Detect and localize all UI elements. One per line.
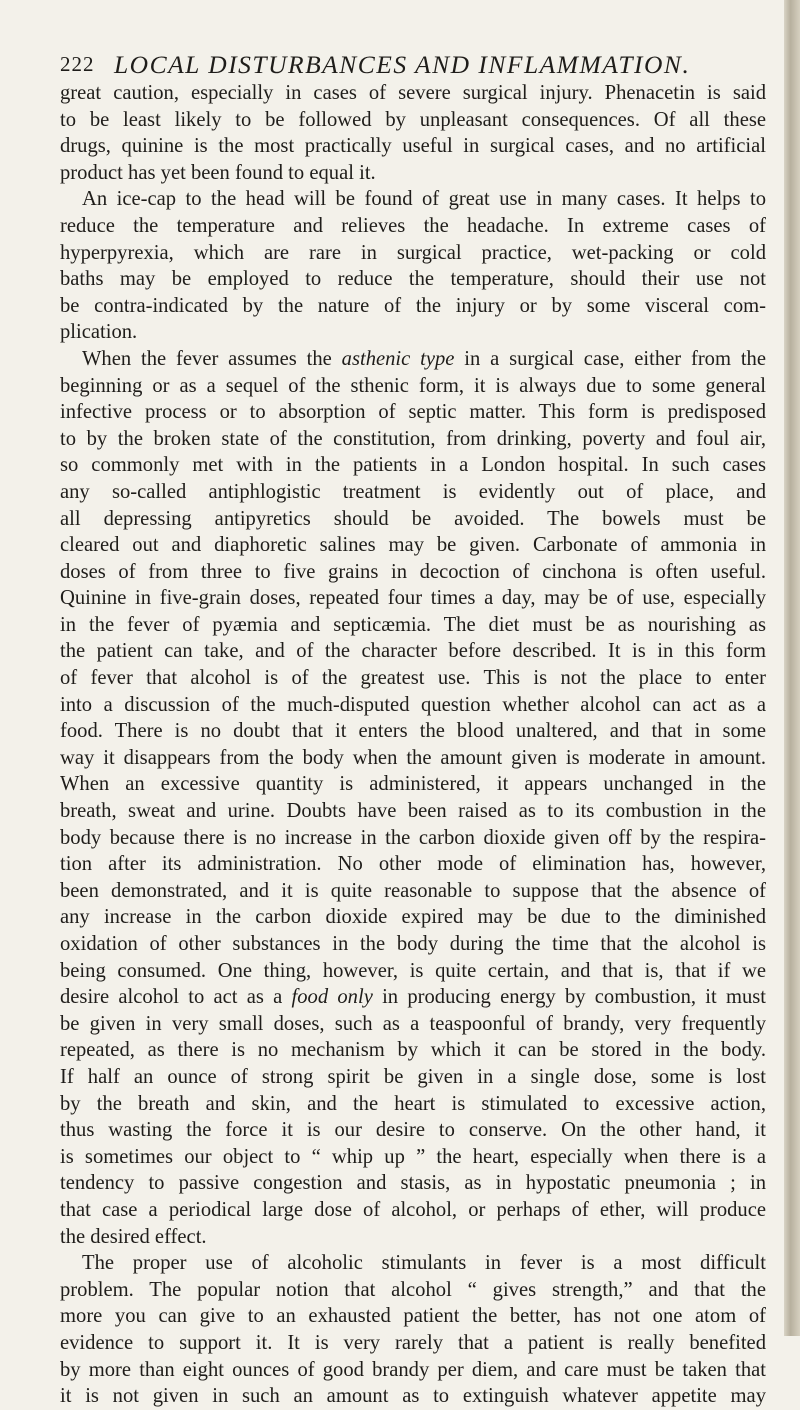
text-line: to be least likely to be followed by unpleasant consequences. Of all these [60, 108, 766, 131]
italic-text-run: asthenic type [341, 347, 455, 370]
page-header [60, 46, 760, 82]
text-line: body because there is no increase in the carbon dioxide given off by the respira- [60, 826, 766, 849]
text-line: any so-called antiphlogistic treatment is evidently out of place, and [60, 480, 766, 503]
text-line: cleared out and diaphoretic salines may be given. Carbonate of ammonia in [60, 534, 766, 557]
text-run: in a surgical case, either from the [454, 347, 766, 370]
text-line: into a discussion of the much-disputed question whether alcohol can act as a [60, 693, 766, 716]
text-line: being consumed. One thing, however, is quite certain, and that is, that if we [60, 959, 766, 982]
text-line: tion after its administration. No other mode of elimination has, however, [60, 853, 766, 876]
text-line: breath, sweat and urine. Doubts have been raised as to its combustion in the [60, 800, 766, 823]
text-line: so commonly met with in the patients in a London hospital. In such cases [60, 454, 766, 477]
text-line: the patient can take, and of the character before described. It is in this form [60, 640, 766, 663]
body-text [60, 80, 766, 1410]
text-line: beginning or as a sequel of the sthenic form, it is always due to some general [60, 374, 766, 397]
text-line: plication. [60, 321, 138, 344]
text-line: all depressing antipyretics should be avoided. The bowels must be [60, 507, 766, 530]
text-line: to by the broken state of the constitution, from drinking, poverty and foul air, [60, 427, 766, 450]
text-line: doses of from three to five grains in decoction of cinchona is often useful. [60, 560, 766, 583]
text-run: in producing energy by combustion, it must [372, 986, 766, 1009]
text-line: in the fever of pyæmia and septicæmia. The diet must be as nourishing as [60, 613, 766, 636]
text-line: been demonstrated, and it is quite reasonable to suppose that the absence of [60, 879, 766, 902]
text-line: way it disappears from the body when the amount given is moderate in amount. [60, 746, 766, 769]
text-line: great caution, especially in cases of severe surgical injury. Phenacetin is said [60, 82, 766, 104]
text-line: tendency to passive congestion and stasis, as in hypostatic pneumonia ; in [60, 1172, 766, 1195]
text-line: the desired effect. [60, 1225, 207, 1248]
text-line: If half an ounce of strong spirit be given in a single dose, some is lost [60, 1065, 766, 1088]
text-line: problem. The popular notion that alcohol “ gives strength,” and that the [60, 1278, 766, 1301]
text-line: repeated, as there is no mechanism by which it can be stored in the body. [60, 1039, 766, 1062]
text-line: it is not given in such an amount as to extinguish whatever appetite may [60, 1385, 766, 1408]
text-line: that case a periodical large dose of alcohol, or perhaps of ether, will produce [60, 1198, 766, 1221]
text-line: reduce the temperature and relieves the headache. In extreme cases of [60, 214, 766, 237]
text-run: desire alcohol to act as a [60, 986, 292, 1009]
text-line: is sometimes our object to “ whip up ” the heart, especially when there is a [60, 1145, 766, 1168]
text-line: drugs, quinine is the most practically useful in surgical cases, and no artificial [60, 135, 766, 158]
text-line: food. There is no doubt that it enters the blood unaltered, and that in some [60, 720, 766, 743]
text-line: thus wasting the force it is our desire to conserve. On the other hand, it [60, 1119, 766, 1142]
text-line: oxidation of other substances in the body during the time that the alcohol is [60, 933, 766, 955]
text-line [60, 346, 766, 373]
text-line: infective process or to absorption of septic matter. This form is predisposed [60, 401, 766, 424]
text-line: Quinine in five-grain doses, repeated four times a day, may be of use, especially [60, 587, 766, 610]
text-line: baths may be employed to reduce the temperature, should their use not [60, 268, 766, 291]
text-line: The proper use of alcoholic stimulants in fever is a most difficult [82, 1252, 766, 1275]
text-line: be contra-indicated by the nature of the injury or by some visceral com- [60, 294, 766, 317]
text-line: When an excessive quantity is administered, it appears unchanged in the [60, 773, 766, 796]
page-edge-shadow [784, 0, 800, 1336]
text-line: An ice-cap to the head will be found of great use in many cases. It helps to [82, 188, 766, 211]
text-run: When the fever assumes the [82, 347, 342, 370]
text-line: by more than eight ounces of good brandy per diem, and care must be taken that [60, 1358, 766, 1381]
text-line: any increase in the carbon dioxide expired may be due to the diminished [60, 906, 766, 929]
text-line [60, 984, 766, 1011]
running-head: LOCAL DISTURBANCES AND INFLAMMATION. [114, 50, 691, 79]
text-line: more you can give to an exhausted patient the better, has not one atom of [60, 1305, 766, 1328]
text-line: be given in very small doses, such as a teaspoonful of brandy, very frequently [60, 1012, 766, 1035]
italic-text-run: food only [291, 986, 373, 1009]
text-line: of fever that alcohol is of the greatest use. This is not the place to enter [60, 667, 766, 690]
text-line: hyperpyrexia, which are rare in surgical practice, wet-packing or cold [60, 241, 766, 264]
text-line: evidence to support it. It is very rarely that a patient is really benefited [60, 1331, 766, 1354]
page-number: 222 [60, 52, 95, 76]
text-line: by the breath and skin, and the heart is stimulated to excessive action, [60, 1092, 766, 1115]
text-line: product has yet been found to equal it. [60, 161, 376, 184]
